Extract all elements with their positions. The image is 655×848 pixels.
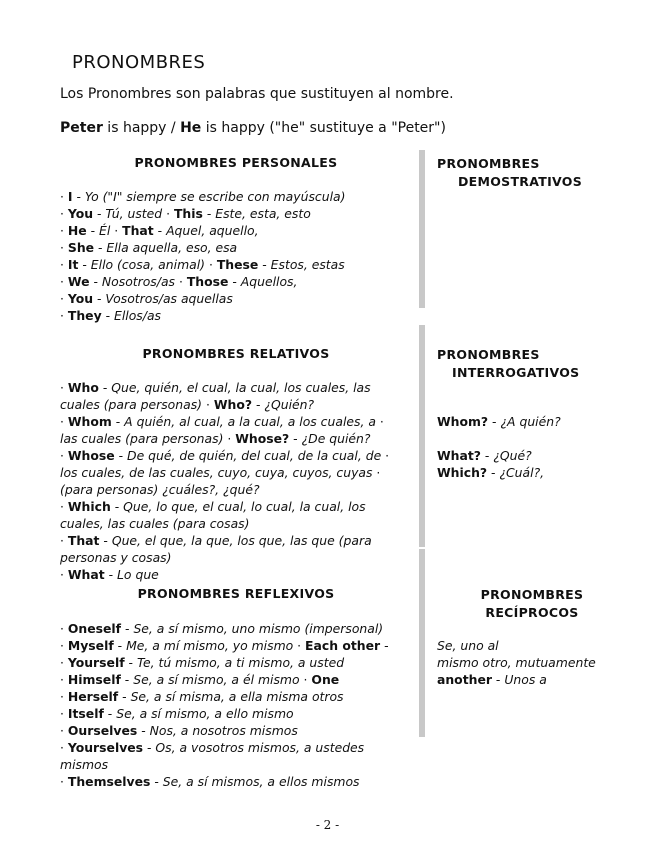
list-item: · Whom - A quién, al cual, a la cual, a los cuales, a · [60,414,384,429]
page-number: - 2 - [315,818,340,832]
list-item: · You - Vosotros/as aquellas [60,291,233,306]
list-item: · Who - Que, quién, el cual, la cual, los cuales, las [60,380,371,395]
list-item: · Herself - Se, a sí misma, a ella misma otros [60,689,344,704]
heading-demostrativos: PRONOMBRES DEMOSTRATIVOS [437,156,582,189]
list-item: · Myself - Me, a mí mismo, yo mismo · Each other - [60,638,389,653]
list-item-continuation: Se, uno al [437,638,499,653]
list-item: · That - Que, el que, la que, los que, las que (para [60,533,372,548]
list-item: · He - Él · That - Aquel, aquello, [60,223,259,238]
list-item-continuation: mismos [60,757,109,772]
list-item-continuation: (para personas) ¿cuáles?, ¿qué? [60,482,260,497]
list-item: · They - Ellos/as [60,308,161,323]
list-item: · Themselves - Se, a sí mismos, a ellos mismos [60,774,360,789]
list-item: · It - Ello (cosa, animal) · These - Estos, estas [60,257,345,272]
list-item-continuation: cuales, las cuales (para cosas) [60,516,250,531]
heading-relativos: PRONOMBRES RELATIVOS [142,346,330,361]
interrogativos-list [437,413,637,481]
list-item: · Itself - Se, a sí mismo, a ello mismo [60,706,294,721]
list-item-continuation: personas y cosas) [60,550,172,565]
reflexivos-list [60,620,412,790]
list-item: · Whose - De qué, de quién, del cual, de la cual, de · [60,448,390,463]
relativos-list [60,379,412,583]
list-item: · What - Lo que [60,567,159,582]
list-item: Which? - ¿Cuál?, [437,465,545,480]
reciprocos-list [437,637,637,688]
list-item-continuation: cuales (para personas) · Who? - ¿Quién? [60,397,315,412]
list-item: · You - Tú, usted · This - Este, esta, esto [60,206,311,221]
list-item: · Yourselves - Os, a vosotros mismos, a ustedes [60,740,365,755]
divider-bar-3 [419,549,425,737]
list-item: What? - ¿Qué? [437,448,532,463]
list-item-continuation: another - Unos a [437,672,547,687]
list-item: · Ourselves - Nos, a nosotros mismos [60,723,298,738]
intro-example: Peter is happy / He is happy ("he" sustituye a "Peter") [60,120,446,136]
intro-text: Los Pronombres son palabras que sustituyen al nombre. [60,86,454,102]
divider-bar-2 [419,325,425,547]
list-item: · We - Nosotros/as · Those - Aquellos, [60,274,298,289]
list-item: · Yourself - Te, tú mismo, a ti mismo, a usted [60,655,345,670]
heading-reflexivos: PRONOMBRES REFLEXIVOS [137,586,335,601]
personales-list [60,188,412,324]
list-item: · I - Yo ("I" siempre se escribe con mayúscula) [60,189,346,204]
list-item: · Oneself - Se, a sí mismo, uno mismo (impersonal) [60,621,384,636]
list-item-continuation: los cuales, de las cuales, cuyo, cuya, cuyos, cuyas · [60,465,381,480]
list-item-continuation [437,430,637,447]
list-item: · Himself - Se, a sí mismo, a él mismo · One [60,672,340,687]
list-item: · She - Ella aquella, eso, esa [60,240,238,255]
list-item-continuation: mismo otro, mutuamente [437,655,596,670]
heading-interrogativos: PRONOMBRES INTERROGATIVOS [437,347,580,380]
list-item-continuation: las cuales (para personas) · Whose? - ¿De quién? [60,431,371,446]
heading-personales: PRONOMBRES PERSONALES [134,155,338,170]
list-item: · Which - Que, lo que, el cual, lo cual, la cual, los [60,499,366,514]
heading-reciprocos: PRONOMBRES RECÍPROCOS [480,587,584,620]
divider-bar-1 [419,150,425,308]
list-item: Whom? - ¿A quién? [437,414,561,429]
page-title: PRONOMBRES [72,52,206,73]
